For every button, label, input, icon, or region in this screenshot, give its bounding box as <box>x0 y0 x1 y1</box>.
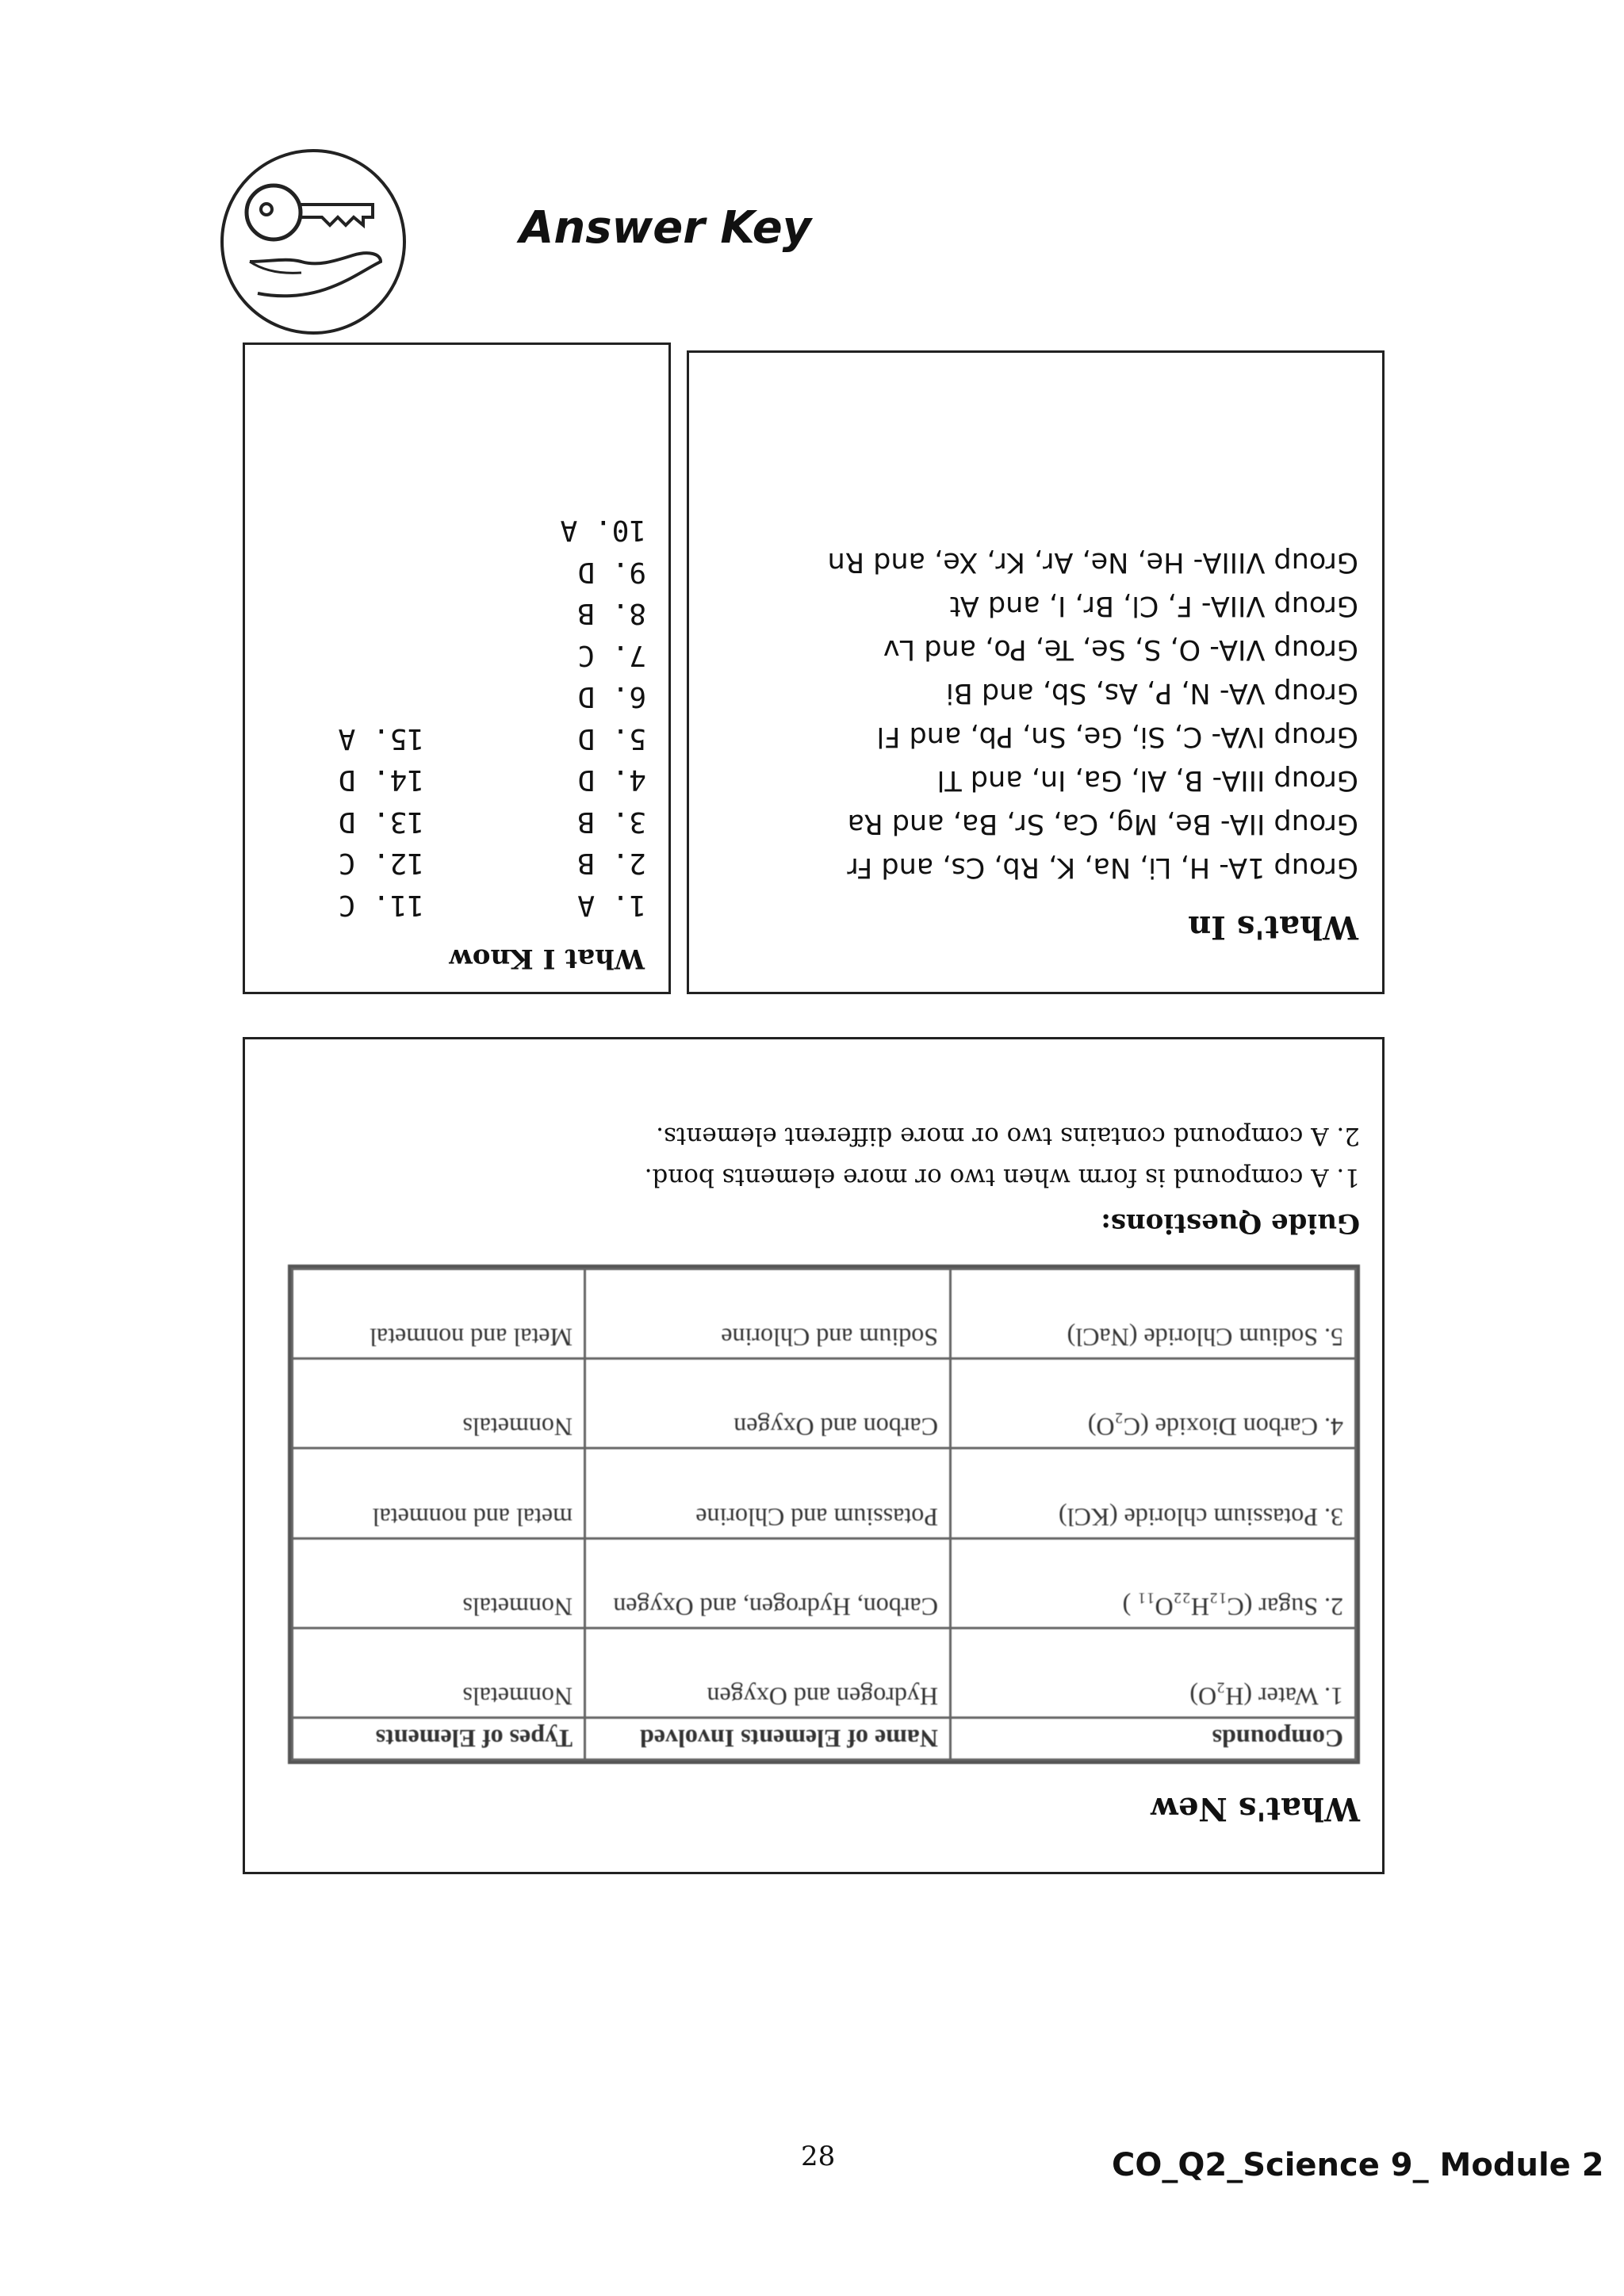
answer-item: 6. D <box>577 680 646 714</box>
group-item: Group VIIA- F, Cl, Br, I, and At <box>949 590 1358 622</box>
table-cell: Carbon, Hydrogen, and Oxygen <box>585 1538 951 1628</box>
key-in-hand-icon <box>214 143 412 341</box>
group-item: Group VIIIA- He, Ne, Ar, Kr, Xe, and Rn <box>827 546 1358 578</box>
group-item: Group 1A- H, Li, Na, K, Rb, Cs, and Fr <box>847 851 1358 883</box>
what-i-know-heading: What I Know <box>449 943 645 974</box>
group-item: Group VIA- O, S, Se, Te, Po, and Lv <box>883 633 1358 665</box>
table-row <box>293 1269 1356 1359</box>
answer-item: 1. A <box>577 889 646 921</box>
group-item: Group IVA- C, Si, Ge, Sn, Pb, and Fl <box>876 721 1358 752</box>
whats-in-box <box>687 350 1385 994</box>
table-cell: metal and nonmetal <box>293 1448 585 1538</box>
table-header-cell: Compounds <box>951 1718 1356 1760</box>
answer-item: 11. C <box>338 889 424 921</box>
guide-answer-item: 1. A compound is form when two or more elements bond. <box>644 1163 1360 1192</box>
answer-item: 9. D <box>577 556 646 588</box>
answer-item: 7. C <box>577 639 646 672</box>
table-header-cell: Types of Elements <box>293 1718 585 1760</box>
answers-column-2 <box>339 718 424 926</box>
table-row <box>293 1628 1356 1717</box>
page-number: 28 <box>801 2141 836 2172</box>
group-item: Group VA- N, P, As, Sb, and Bi <box>946 677 1358 709</box>
whats-new-box <box>243 1037 1385 1874</box>
table-row <box>293 1359 1356 1448</box>
table-cell: 1. Water (H₂O) <box>951 1628 1356 1717</box>
table-cell: Nonmetals <box>293 1538 585 1628</box>
what-i-know-box <box>243 342 671 994</box>
table-row <box>293 1448 1356 1538</box>
table-cell: Nonmetals <box>293 1628 585 1717</box>
module-code: CO_Q2_Science 9_ Module 2 <box>1112 2147 1604 2183</box>
answer-item: 10. A <box>560 514 646 547</box>
element-groups-list <box>828 540 1358 889</box>
table-cell: 2. Sugar (C₁₂H₂₂O₁₁ ) <box>951 1538 1356 1628</box>
answer-item: 3. B <box>577 806 646 838</box>
answer-item: 8. B <box>577 597 646 630</box>
table-row <box>293 1538 1356 1628</box>
table-cell: 5. Sodium Chloride (NaCl) <box>951 1269 1356 1359</box>
table-cell: Hydrogen and Oxygen <box>585 1628 951 1717</box>
table-cell: 3. Potassium chloride (KCl) <box>951 1448 1356 1538</box>
whats-new-heading: What's New <box>1151 1790 1360 1827</box>
table-cell: Sodium and Chlorine <box>585 1269 951 1359</box>
table-header-row <box>293 1718 1356 1760</box>
answer-item: 12. C <box>338 847 424 880</box>
table-cell: Metal and nonmetal <box>293 1269 585 1359</box>
answer-item: 13. D <box>338 806 424 838</box>
answer-item: 5. D <box>577 722 646 755</box>
whats-in-heading: What's In <box>1188 909 1358 946</box>
answer-item: 4. D <box>577 763 646 797</box>
table-cell: Carbon and Oxygen <box>585 1359 951 1448</box>
answers-column-1 <box>561 509 646 925</box>
answer-item: 15. A <box>338 722 424 755</box>
answer-item: 2. B <box>577 847 646 880</box>
table-cell: 4. Carbon Dioxide (C₂O) <box>951 1359 1356 1448</box>
compounds-table <box>288 1265 1360 1764</box>
guide-answers-list <box>645 1115 1360 1198</box>
page-title: Answer Key <box>519 202 812 254</box>
table-header-cell: Name of Elements Involved <box>585 1718 951 1760</box>
guide-questions-heading: Guide Questions: <box>1101 1207 1360 1239</box>
answer-item: 14. D <box>338 763 424 797</box>
table-cell: Potassium and Chlorine <box>585 1448 951 1538</box>
group-item: Group IIIA- B, Al, Ga, In, and Tl <box>936 764 1358 796</box>
table-cell: Nonmetals <box>293 1359 585 1448</box>
guide-answer-item: 2. A compound contains two or more different elements. <box>656 1122 1360 1150</box>
group-item: Group IIA- Be, Mg, Ca, Sr, Ba, and Ra <box>847 808 1358 840</box>
